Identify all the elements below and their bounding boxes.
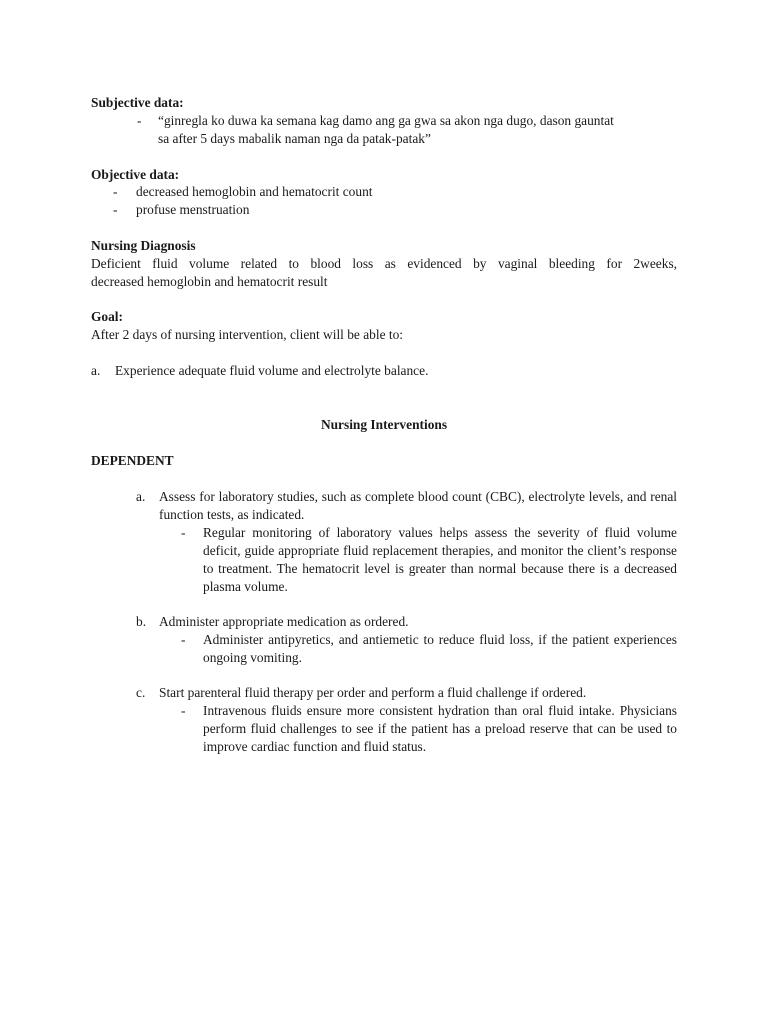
intervention-rationale-a <box>181 524 677 596</box>
rationale-text: Regular monitoring of laboratory values helps assess the severity of fluid volume deficit, guide appropriate fluid replacement therapies, and monitor the client’s response to treatment. The hematocrit level is greater than normal because there is a decreased plasma volume. <box>203 525 677 594</box>
rationale-text: Administer antipyretics, and antiemetic to reduce fluid loss, if the patient experiences ongoing vomiting. <box>203 632 677 665</box>
diagnosis-line-1: Deficient fluid volume related to blood loss as evidenced by vaginal bleeding for 2weeks, <box>91 256 677 271</box>
section-dependent: DEPENDENT <box>91 453 174 468</box>
diagnosis-heading: Nursing Diagnosis <box>91 238 196 253</box>
quote-line-2: sa after 5 days mabalik naman nga da patak-patak” <box>158 131 431 146</box>
bullet-dash: - <box>181 525 186 540</box>
bullet-dash: - <box>113 184 118 199</box>
intervention-marker: c. <box>136 685 146 700</box>
diagnosis-text <box>91 255 677 291</box>
list-item <box>113 201 513 219</box>
objective-item-1: decreased hemoglobin and hematocrit count <box>136 184 373 199</box>
bullet-dash: - <box>181 632 186 647</box>
subjective-heading: Subjective data: <box>91 95 184 110</box>
interventions-title: Nursing Interventions <box>320 417 448 432</box>
rationale-text: Intravenous fluids ensure more consistent hydration than oral fluid intake. Physicians perform fluid challenges to see if the patient has a preload reserve that can be used to improve cardiac function and fluid status. <box>203 703 677 754</box>
intervention-item-c <box>136 684 677 702</box>
objective-item-2: profuse menstruation <box>136 202 250 217</box>
bullet-dash: - <box>113 202 118 217</box>
bullet-dash: - <box>181 703 186 718</box>
objective-list <box>113 183 513 219</box>
intervention-item-a <box>136 488 677 524</box>
quote-line-1: “ginregla ko duwa ka semana kag damo ang ga gwa sa akon nga dugo, dason gauntat <box>158 113 614 128</box>
goal-heading: Goal: <box>91 309 123 324</box>
diagnosis-line-2: decreased hemoglobin and hematocrit result <box>91 274 328 289</box>
goal-item-marker: a. <box>91 363 101 378</box>
intervention-rationale-c <box>181 702 677 756</box>
goal-item <box>91 362 591 380</box>
list-item <box>113 183 513 201</box>
subjective-quote <box>137 112 677 148</box>
intervention-text: Administer appropriate medication as ordered. <box>159 614 409 629</box>
bullet-dash: - <box>137 113 142 128</box>
intervention-text: Start parenteral fluid therapy per order and perform a fluid challenge if ordered. <box>159 685 587 700</box>
goal-item-text: Experience adequate fluid volume and electrolyte balance. <box>115 363 429 378</box>
intervention-marker: a. <box>136 489 146 504</box>
intervention-rationale-b <box>181 631 677 667</box>
objective-heading: Objective data: <box>91 167 180 182</box>
intervention-text: Assess for laboratory studies, such as complete blood count (CBC), electrolyte levels, and renal function tests, as indicated. <box>159 489 677 522</box>
intervention-item-b <box>136 613 677 631</box>
goal-intro: After 2 days of nursing intervention, client will be able to: <box>91 327 403 342</box>
intervention-marker: b. <box>136 614 147 629</box>
